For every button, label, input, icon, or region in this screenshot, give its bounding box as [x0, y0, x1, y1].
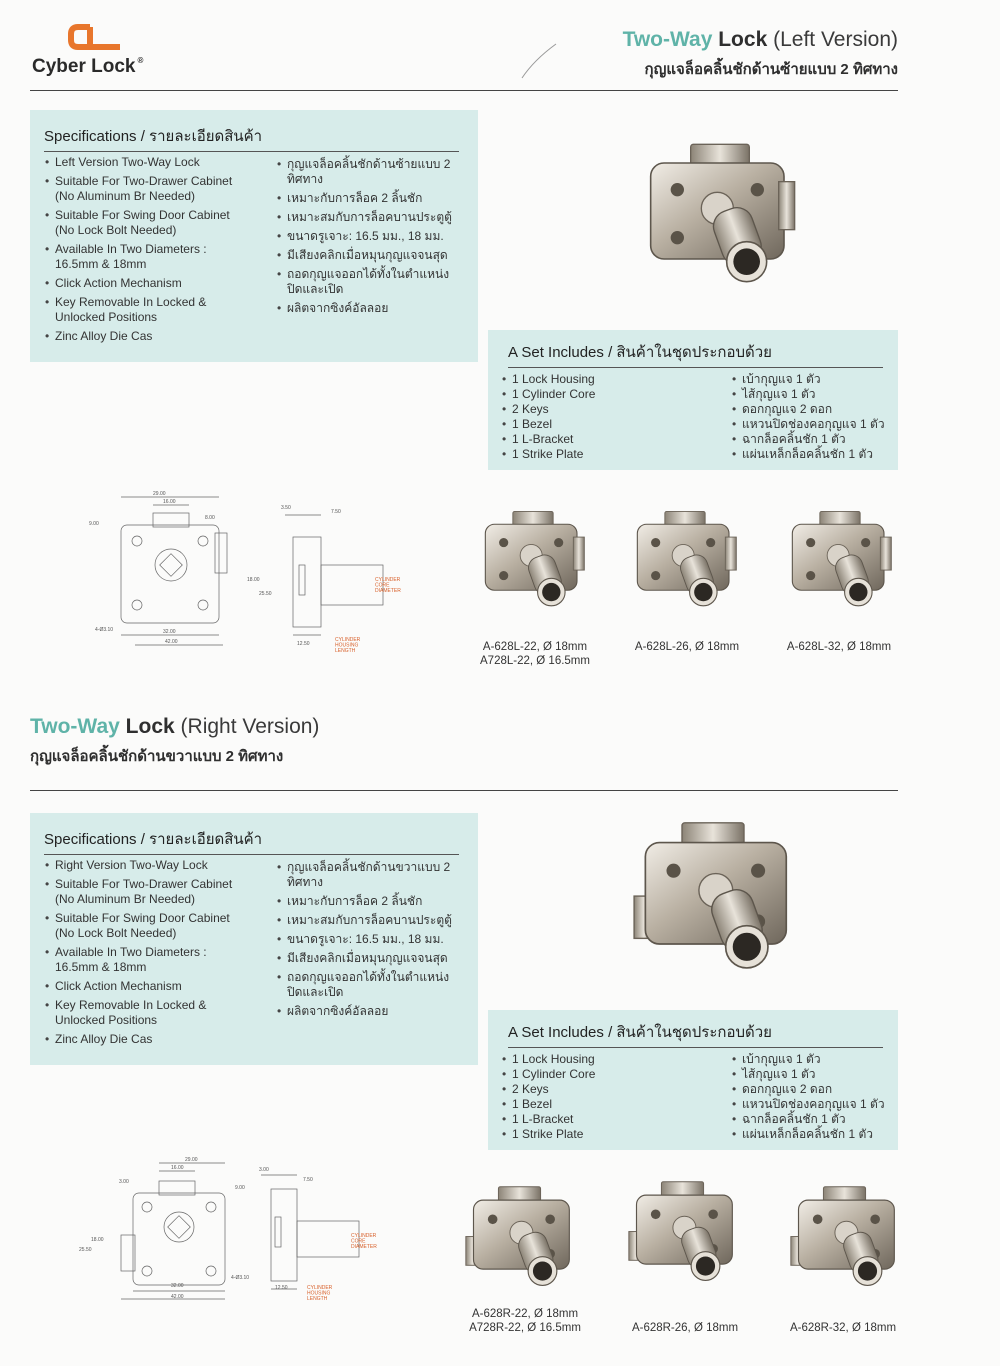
dim-label: 25.50 — [79, 1247, 92, 1253]
spec-item: • กุญแจล็อคลิ้นชักด้านซ้ายแบบ 2 ทิศทาง — [277, 157, 477, 187]
spec-list-th — [277, 860, 477, 1023]
spec-item: • กุญแจล็อคลิ้นชักด้านขวาแบบ 2 ทิศทาง — [277, 860, 477, 890]
cylinder-core-note: CYLINDER CORE DIAMETER — [351, 1233, 377, 1250]
dim-label: 12.50 — [297, 641, 310, 647]
dim-label: 7.50 — [331, 509, 341, 515]
cyber-lock-logo-icon — [68, 24, 128, 54]
right-technical-drawing — [75, 1155, 415, 1305]
variant-product-image — [785, 505, 895, 615]
variant-caption — [764, 640, 914, 654]
title-lock: Lock — [125, 715, 175, 738]
set-includes-heading: A Set Includes / สินค้าในชุดประกอบด้วย — [508, 340, 883, 368]
set-item: • 1 Cylinder Core — [502, 387, 595, 402]
left-set-includes-box — [488, 330, 898, 470]
dim-label: 29.00 — [185, 1157, 198, 1163]
model-code: A-628L-26, Ø 18mm — [634, 641, 740, 653]
dim-label: 12.50 — [275, 1285, 288, 1291]
brand-name-text: Cyber Lock — [32, 56, 136, 77]
set-item: • 2 Keys — [502, 402, 595, 417]
dim-label: 3.00 — [119, 1179, 129, 1185]
spec-item: • ผลิตจากซิงค์อัลลอย — [277, 1004, 477, 1019]
dim-label: 25.50 — [259, 591, 272, 597]
set-list-en — [502, 372, 595, 462]
set-item: • 1 Cylinder Core — [502, 1067, 595, 1082]
variant-caption — [768, 1321, 918, 1335]
left-version-title — [623, 28, 898, 52]
variant-caption — [610, 1321, 760, 1335]
set-item: • 1 Lock Housing — [502, 372, 595, 387]
spec-item: • เหมาะกับการล็อค 2 ลิ้นชัก — [277, 894, 477, 909]
dim-label: 16.00 — [163, 499, 176, 505]
title-two-way: Two-Way — [30, 715, 120, 738]
set-list-th — [732, 372, 885, 462]
variant-caption — [460, 640, 610, 668]
set-item: • 1 Bezel — [502, 417, 595, 432]
spec-item: • มีเสียงคลิกเมื่อหมุนกุญแจจนสุด — [277, 951, 477, 966]
brand-logo — [30, 24, 180, 84]
set-item: • แหวนปิดช่องคอกุญแจ 1 ตัว — [732, 1097, 885, 1112]
spec-item: • Right Version Two-Way Lock — [45, 858, 255, 873]
set-item: • 1 Bezel — [502, 1097, 595, 1112]
spec-item: • ผลิตจากซิงค์อัลลอย — [277, 301, 477, 316]
spec-item: • เหมาะสมกับการล็อคบานประตูตู้ — [277, 913, 477, 928]
spec-item: • Available In Two Diameters : 16.5mm & 18mm — [45, 945, 255, 975]
set-item: • 1 Lock Housing — [502, 1052, 595, 1067]
variant-caption — [612, 640, 762, 654]
model-code: A-628L-32, Ø 18mm — [786, 641, 892, 653]
spec-item: • ถอดกุญแจออกได้ทั้งในตำแหน่ง ปิดและเปิด — [277, 970, 477, 1000]
dim-label: 32.00 — [171, 1283, 184, 1289]
set-item: • 1 L-Bracket — [502, 432, 595, 447]
dim-label: 8.00 — [205, 515, 215, 521]
set-item: • เบ้ากุญแจ 1 ตัว — [732, 372, 885, 387]
spec-item: • ถอดกุญแจออกได้ทั้งในตำแหน่ง ปิดและเปิด — [277, 267, 477, 297]
dim-label: 4-Ø3.10 — [95, 627, 114, 633]
spec-item: • Key Removable In Locked & Unlocked Positions — [45, 998, 255, 1028]
spec-item: • Suitable For Swing Door Cabinet (No Lock Bolt Needed) — [45, 208, 255, 238]
set-includes-heading: A Set Includes / สินค้าในชุดประกอบด้วย — [508, 1020, 883, 1048]
set-item: • 1 Strike Plate — [502, 447, 595, 462]
right-version-title — [30, 715, 319, 739]
model-code: A-628R-26, Ø 18mm — [631, 1322, 739, 1334]
set-item: • ไส้กุญแจ 1 ตัว — [732, 1067, 885, 1082]
set-item: • ดอกกุญแจ 2 ดอก — [732, 402, 885, 417]
spec-item: • ขนาดรูเจาะ: 16.5 มม., 18 มม. — [277, 229, 477, 244]
decorative-stroke-icon — [520, 40, 560, 80]
dim-label: 32.00 — [163, 629, 176, 635]
spec-item: • Click Action Mechanism — [45, 979, 255, 994]
spec-item: • เหมาะสมกับการล็อคบานประตูตู้ — [277, 210, 477, 225]
title-version: (Left Version) — [773, 28, 898, 51]
dim-label: 16.00 — [171, 1165, 184, 1171]
set-item: • 1 Strike Plate — [502, 1127, 595, 1142]
spec-item: • Key Removable In Locked & Unlocked Positions — [45, 295, 255, 325]
dim-label: 7.50 — [303, 1177, 313, 1183]
dim-label: 3.50 — [281, 505, 291, 511]
left-version-subtitle: กุญแจล็อคลิ้นชักด้านซ้ายแบบ 2 ทิศทาง — [644, 61, 898, 78]
specifications-heading: Specifications / รายละเอียดสินค้า — [44, 124, 459, 152]
dim-label: 9.00 — [235, 1185, 245, 1191]
variant-product-image — [462, 1180, 577, 1295]
dim-label: 18.00 — [91, 1237, 104, 1243]
variant-product-image — [625, 1175, 740, 1290]
left-specifications-box — [30, 110, 478, 362]
set-item: • แหวนปิดช่องคอกุญแจ 1 ตัว — [732, 417, 885, 432]
set-item: • ฉากล็อคลิ้นชัก 1 ตัว — [732, 1112, 885, 1127]
cylinder-core-note: CYLINDER CORE DIAMETER — [375, 577, 401, 594]
spec-item: • Suitable For Two-Drawer Cabinet (No Aluminum Br Needed) — [45, 877, 255, 907]
spec-item: • Suitable For Two-Drawer Cabinet (No Aluminum Br Needed) — [45, 174, 255, 204]
set-item: • ดอกกุญแจ 2 ดอก — [732, 1082, 885, 1097]
model-code: A-628R-22, Ø 18mm — [471, 1308, 579, 1320]
variant-product-image — [630, 505, 740, 615]
spec-item: • มีเสียงคลิกเมื่อหมุนกุญแจจนสุด — [277, 248, 477, 263]
spec-list-th — [277, 157, 477, 320]
specifications-heading: Specifications / รายละเอียดสินค้า — [44, 827, 459, 855]
title-version: (Right Version) — [180, 715, 320, 738]
spec-item: • Suitable For Swing Door Cabinet (No Lock Bolt Needed) — [45, 911, 255, 941]
dim-label: 42.00 — [165, 639, 178, 645]
dim-label: 29.00 — [153, 491, 166, 497]
spec-item: • Left Version Two-Way Lock — [45, 155, 255, 170]
spec-list-en — [45, 858, 255, 1051]
spec-item: • ขนาดรูเจาะ: 16.5 มม., 18 มม. — [277, 932, 477, 947]
main-product-image — [640, 140, 800, 290]
model-code: A728R-22, Ø 16.5mm — [469, 1322, 581, 1334]
variant-product-image — [787, 1180, 902, 1295]
model-code: A-628L-22, Ø 18mm — [482, 641, 588, 653]
set-item: • 1 L-Bracket — [502, 1112, 595, 1127]
set-item: • 2 Keys — [502, 1082, 595, 1097]
registered-mark: ® — [137, 56, 144, 65]
main-product-image — [628, 820, 798, 975]
set-item: • ไส้กุญแจ 1 ตัว — [732, 387, 885, 402]
dim-label: 4-Ø3.10 — [231, 1275, 250, 1281]
divider — [30, 90, 898, 91]
dim-label: 9.00 — [89, 521, 99, 527]
model-code: A728L-22, Ø 16.5mm — [480, 655, 590, 667]
set-list-en — [502, 1052, 595, 1142]
spec-item: • เหมาะกับการล็อค 2 ลิ้นชัก — [277, 191, 477, 206]
right-version-subtitle: กุญแจล็อคลิ้นชักด้านขวาแบบ 2 ทิศทาง — [30, 748, 284, 765]
brand-name — [32, 56, 143, 78]
cylinder-housing-note: CYLINDER HOUSING LENGTH — [335, 637, 361, 654]
spec-item: • Available In Two Diameters : 16.5mm & 18mm — [45, 242, 255, 272]
set-list-th — [732, 1052, 885, 1142]
right-set-includes-box — [488, 1010, 898, 1150]
set-item: • แผ่นเหล็กล็อคลิ้นชัก 1 ตัว — [732, 447, 885, 462]
set-item: • เบ้ากุญแจ 1 ตัว — [732, 1052, 885, 1067]
spec-list-en — [45, 155, 255, 348]
spec-item: • Zinc Alloy Die Cas — [45, 329, 255, 344]
spec-item: • Zinc Alloy Die Cas — [45, 1032, 255, 1047]
title-lock: Lock — [718, 28, 768, 51]
dim-label: 18.00 — [247, 577, 260, 583]
cylinder-housing-note: CYLINDER HOUSING LENGTH — [307, 1285, 333, 1302]
variant-caption — [450, 1307, 600, 1335]
model-code: A-628R-32, Ø 18mm — [789, 1322, 897, 1334]
set-item: • ฉากล็อคลิ้นชัก 1 ตัว — [732, 432, 885, 447]
divider — [30, 790, 898, 791]
dim-label: 42.00 — [171, 1294, 184, 1300]
dim-label: 3.00 — [259, 1167, 269, 1173]
variant-product-image — [478, 505, 588, 615]
spec-item: • Click Action Mechanism — [45, 276, 255, 291]
title-two-way: Two-Way — [622, 28, 713, 51]
left-technical-drawing — [75, 485, 415, 660]
set-item: • แผ่นเหล็กล็อคลิ้นชัก 1 ตัว — [732, 1127, 885, 1142]
right-specifications-box — [30, 813, 478, 1065]
